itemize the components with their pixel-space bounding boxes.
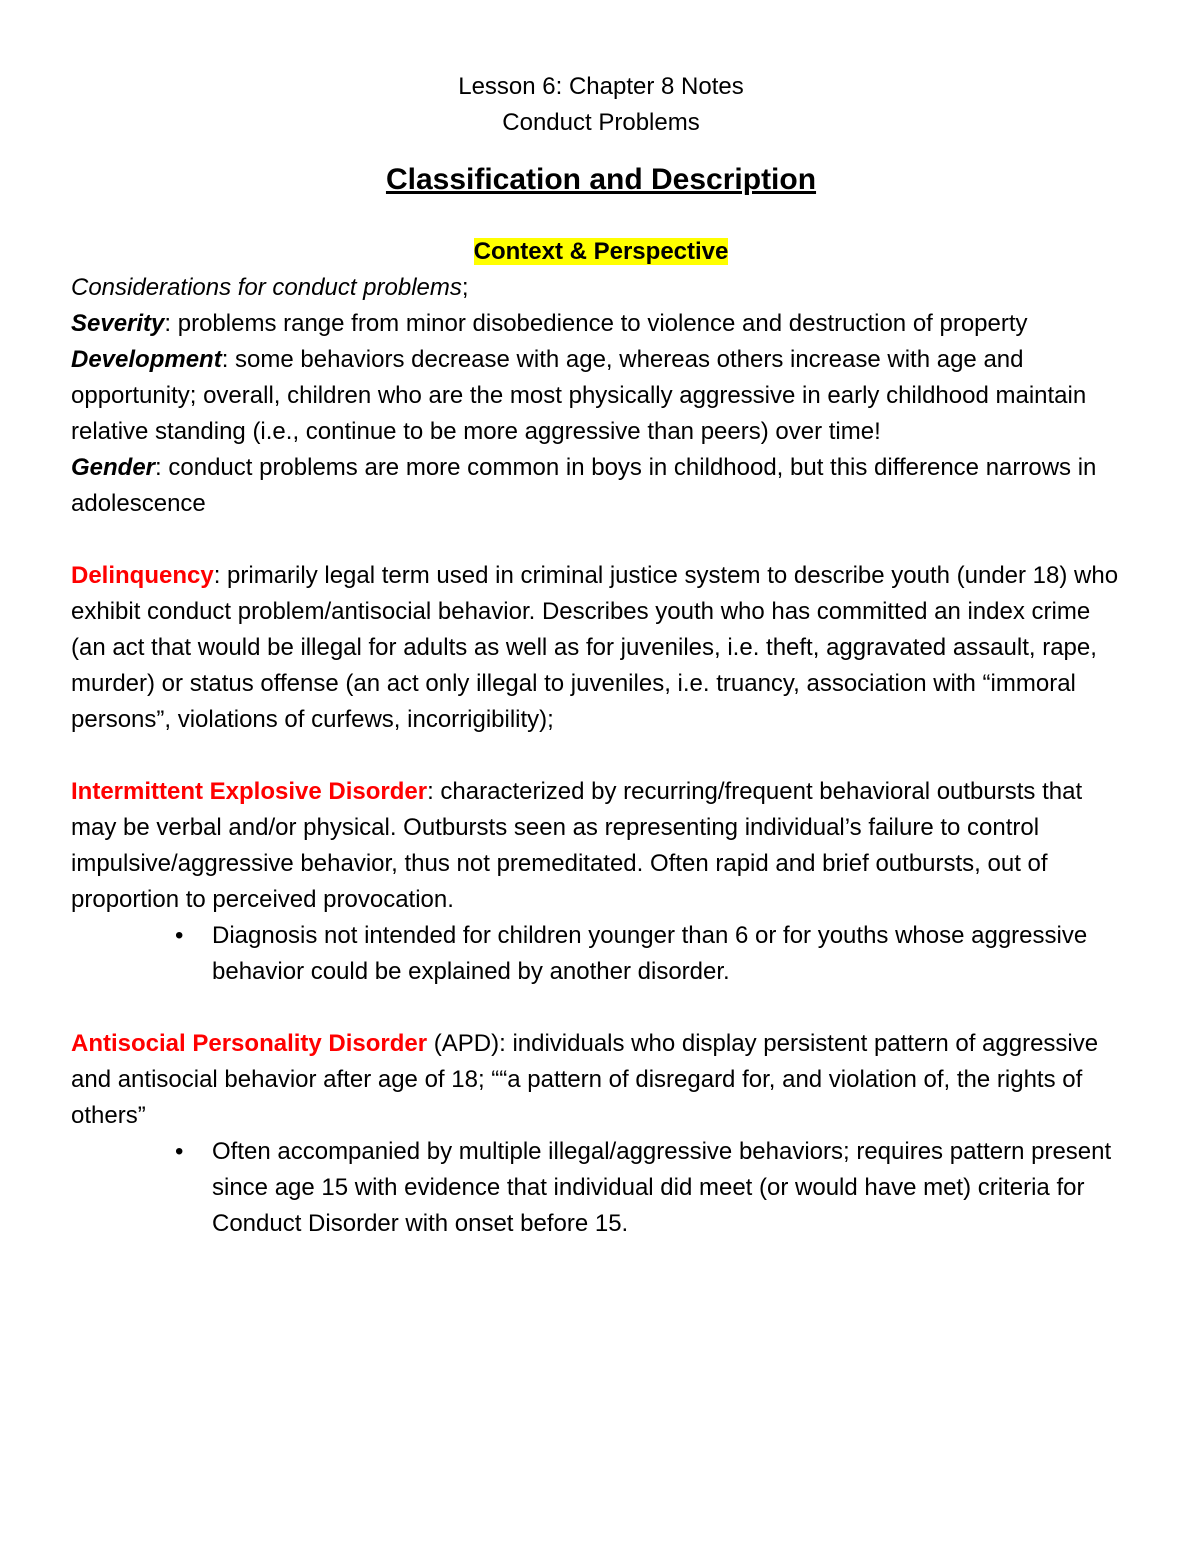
considerations-suffix: ;	[461, 274, 469, 301]
delinquency-text: : primarily legal term used in criminal justice system to describe youth (under 18) who exhibit conduct problem/antisocial behavior. Describes youth who has committed an index crime (an act that would be illegal for adults as well as for juveniles, i.e. theft, aggravated assault, rape, murder) or status offense (an act only illegal to juveniles, i.e. truancy, association with “immoral persons”, violations of curfews, incorrigibility);	[71, 562, 1119, 733]
apd-text: (APD): individuals who display persistent pattern of aggressive and antisocial behavior after age of 18; ““a pattern of disregard for, and violation of, the rights of others”	[71, 1030, 1099, 1129]
ied-text: : characterized by recurring/frequent behavioral outbursts that may be verbal and/or physical. Outbursts seen as representing individual’s failure to control impulsive/aggressive behavior, thus not premeditated. Often rapid and brief outbursts, out of proportion to perceived provocation.	[71, 778, 1083, 913]
list-item	[71, 918, 1131, 990]
page-title: Classification and Description	[385, 163, 817, 196]
development-term: Development	[71, 346, 222, 373]
ied-paragraph	[71, 774, 1131, 918]
severity-text: : problems range from minor disobedience to violence and destruction of property	[164, 310, 1028, 337]
severity-term: Severity	[71, 310, 165, 337]
spacer	[71, 738, 1131, 774]
context-heading	[71, 234, 1131, 270]
list-item	[71, 1134, 1131, 1242]
bullet-icon: •	[175, 922, 184, 949]
topic-line: Conduct Problems	[502, 109, 700, 136]
apd-bullet-text: Often accompanied by multiple illegal/aggressive behaviors; requires pattern present since age 15 with evidence that individual did meet (or would have met) criteria for Conduct Disorder with onset before 15.	[212, 1138, 1112, 1237]
lesson-line: Lesson 6: Chapter 8 Notes	[458, 73, 744, 100]
spacer	[71, 522, 1131, 558]
severity-paragraph	[71, 306, 1131, 342]
document-content	[71, 69, 1131, 1242]
apd-paragraph	[71, 1026, 1131, 1134]
ied-term: Intermittent Explosive Disorder	[71, 778, 428, 805]
considerations-line	[71, 270, 1131, 306]
delinquency-paragraph	[71, 558, 1131, 738]
delinquency-term: Delinquency	[71, 562, 214, 589]
development-text: : some behaviors decrease with age, whereas others increase with age and opportunity; overall, children who are the most physically aggressive in early childhood maintain relative standing (i.e., continue to be more aggressive than peers) over time!	[71, 346, 1087, 445]
considerations-label: Considerations for conduct problems	[71, 274, 462, 301]
gender-paragraph	[71, 450, 1131, 522]
gender-term: Gender	[71, 454, 156, 481]
development-paragraph	[71, 342, 1131, 450]
ied-bullet-list	[71, 918, 1131, 990]
apd-term: Antisocial Personality Disorder	[71, 1030, 428, 1057]
ied-bullet-text: Diagnosis not intended for children younger than 6 or for youths whose aggressive behavior could be explained by another disorder.	[212, 922, 1088, 985]
bullet-icon: •	[175, 1138, 184, 1165]
apd-bullet-list	[71, 1134, 1131, 1242]
spacer	[71, 990, 1131, 1026]
gender-text: : conduct problems are more common in boys in childhood, but this difference narrows in adolescence	[71, 454, 1097, 517]
context-heading-text: Context & Perspective	[473, 238, 729, 265]
